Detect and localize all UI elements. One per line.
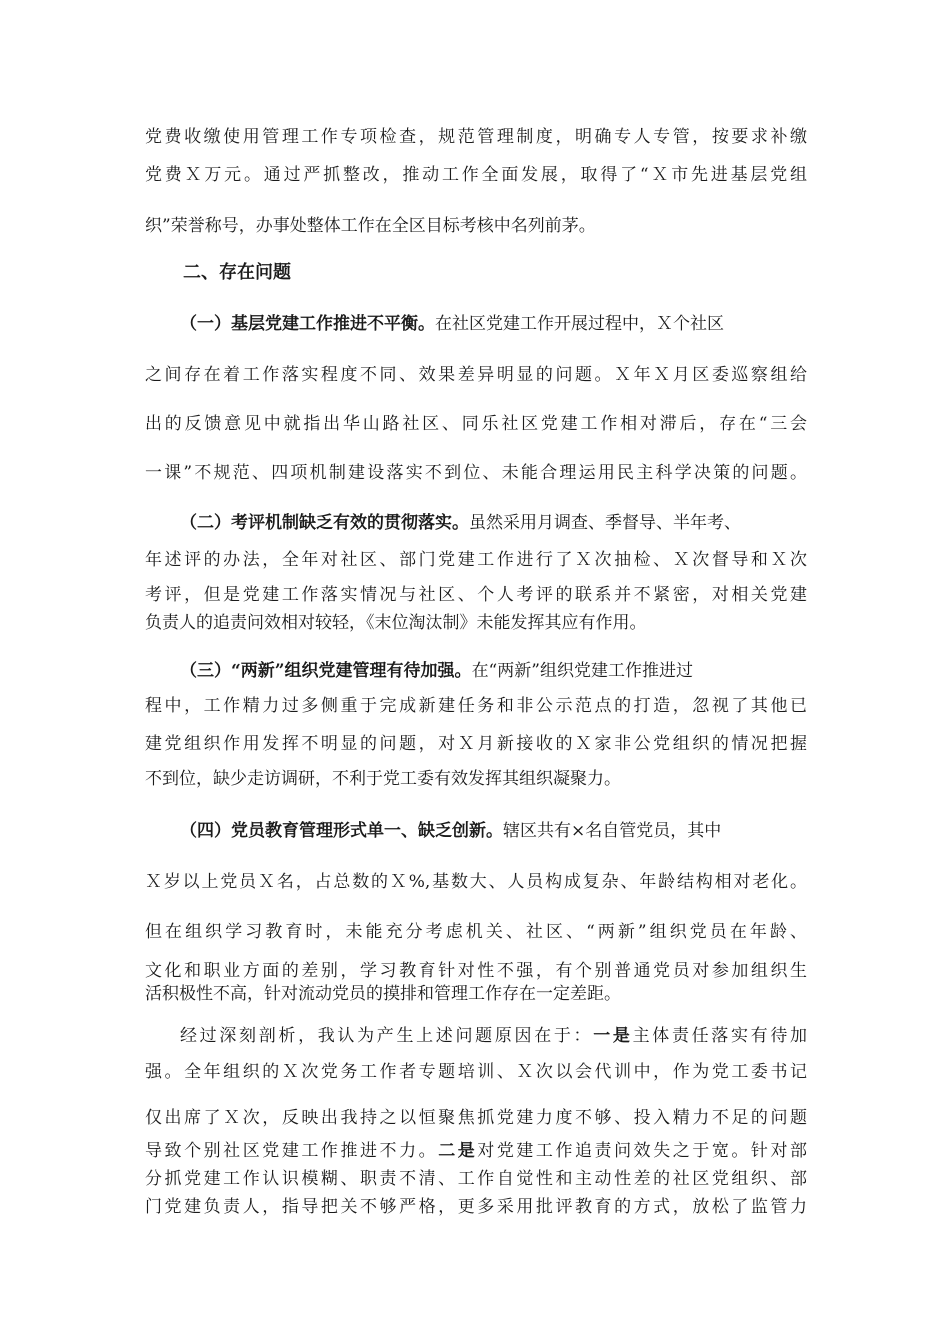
p2-heading: （二）考评机制缺乏有效的贯彻落实。	[180, 513, 469, 533]
p1-line-4: 一课”不规范、四项机制建设落实不到位、未能合理运用民主科学决策的问题。	[145, 463, 807, 483]
p4-line-4: 文化和职业方面的差别，学习教育针对性不强，有个别普通党员对参加组织生	[145, 961, 807, 981]
p3-line-1	[180, 660, 807, 682]
p1-heading: （一）基层党建工作推进不平衡。	[180, 314, 435, 334]
p2-line-3: 考评，但是党建工作落实情况与社区、个人考评的联系并不紧密，对相关党建	[145, 585, 807, 605]
p4-line-2: Ｘ岁以上党员Ｘ名，占总数的Ｘ%,基数大、人员构成复杂、年龄结构相对老化。	[145, 872, 807, 892]
p5-line-1-text-a: 经过深刻剖析，我认为产生上述问题原因在于：	[180, 1026, 594, 1046]
p5-line-2: 强。全年组织的Ｘ次党务工作者专题培训、Ｘ次以会代训中，作为党工委书记	[145, 1062, 807, 1082]
p5-first-point-marker: 一是	[593, 1026, 633, 1046]
section-title: 二、存在问题	[183, 262, 291, 283]
p3-line-3: 建党组织作用发挥不明显的问题，对Ｘ月新接收的Ｘ家非公党组织的情况把握	[145, 734, 807, 754]
intro-line-2: 党费Ｘ万元。通过严抓整改，推动工作全面发展，取得了“Ｘ市先进基层党组	[145, 165, 807, 185]
p5-second-point-marker: 二是	[438, 1141, 478, 1161]
p2-line-1-text: 虽然采用月调查、季督导、半年考、	[469, 513, 741, 533]
intro-line-1: 党费收缴使用管理工作专项检查，规范管理制度，明确专人专管，按要求补缴	[145, 127, 807, 147]
p3-line-1-text: 在“两新”组织党建工作推进过	[471, 661, 693, 681]
p5-line-6: 门党建负责人，指导把关不够严格，更多采用批评教育的方式，放松了监管力	[145, 1197, 807, 1217]
p1-line-3: 出的反馈意见中就指出华山路社区、同乐社区党建工作相对滞后，存在“三会	[145, 414, 807, 434]
p5-line-4-text-c: 对党建工作追责问效失之于宽。针对部	[477, 1141, 807, 1161]
p3-line-4: 不到位，缺少走访调研，不利于党工委有效发挥其组织凝聚力。	[145, 769, 621, 789]
p3-line-2: 程中，工作精力过多侧重于完成新建任务和非公示范点的打造，忽视了其他已	[145, 696, 807, 716]
p2-line-2: 年述评的办法，全年对社区、部门党建工作进行了Ｘ次抽检、Ｘ次督导和Ｘ次	[145, 550, 807, 570]
p4-line-3: 但在组织学习教育时，未能充分考虑机关、社区、“两新”组织党员在年龄、	[145, 922, 807, 942]
p1-line-2: 之间存在着工作落实程度不同、效果差异明显的问题。Ｘ年Ｘ月区委巡察组给	[145, 365, 807, 385]
p5-line-3: 仅出席了Ｘ次，反映出我持之以恒聚焦抓党建力度不够、投入精力不足的问题	[145, 1108, 807, 1128]
p5-line-4	[145, 1140, 807, 1162]
intro-line-3: 织”荣誉称号，办事处整体工作在全区目标考核中名列前茅。	[145, 216, 596, 236]
p5-line-4-text-a: 导致个别社区党建工作推进不力。	[145, 1141, 439, 1161]
p5-line-5: 分抓党建工作认识模糊、职责不清、工作自觉性和主动性差的社区党组织、部	[145, 1169, 807, 1189]
p4-heading: （四）党员教育管理形式单一、缺乏创新。	[180, 821, 503, 841]
p5-line-1-text-c: 主体责任落实有待加	[632, 1026, 807, 1046]
p2-line-4: 负责人的追责问效相对较轻，《末位淘汰制》未能发挥其应有作用。	[145, 613, 647, 633]
p4-line-5: 活积极性不高，针对流动党员的摸排和管理工作存在一定差距。	[145, 984, 621, 1004]
p2-line-1	[180, 512, 807, 534]
p3-heading: （三）“两新”组织党建管理有待加强。	[180, 661, 472, 681]
p4-line-1-text: 辖区共有×名自管党员，其中	[503, 821, 722, 841]
p1-line-1-text: 在社区党建工作开展过程中，Ｘ个社区	[435, 314, 724, 334]
p5-line-1	[180, 1025, 807, 1047]
p4-line-1	[180, 820, 807, 842]
p1-line-1	[180, 313, 807, 335]
